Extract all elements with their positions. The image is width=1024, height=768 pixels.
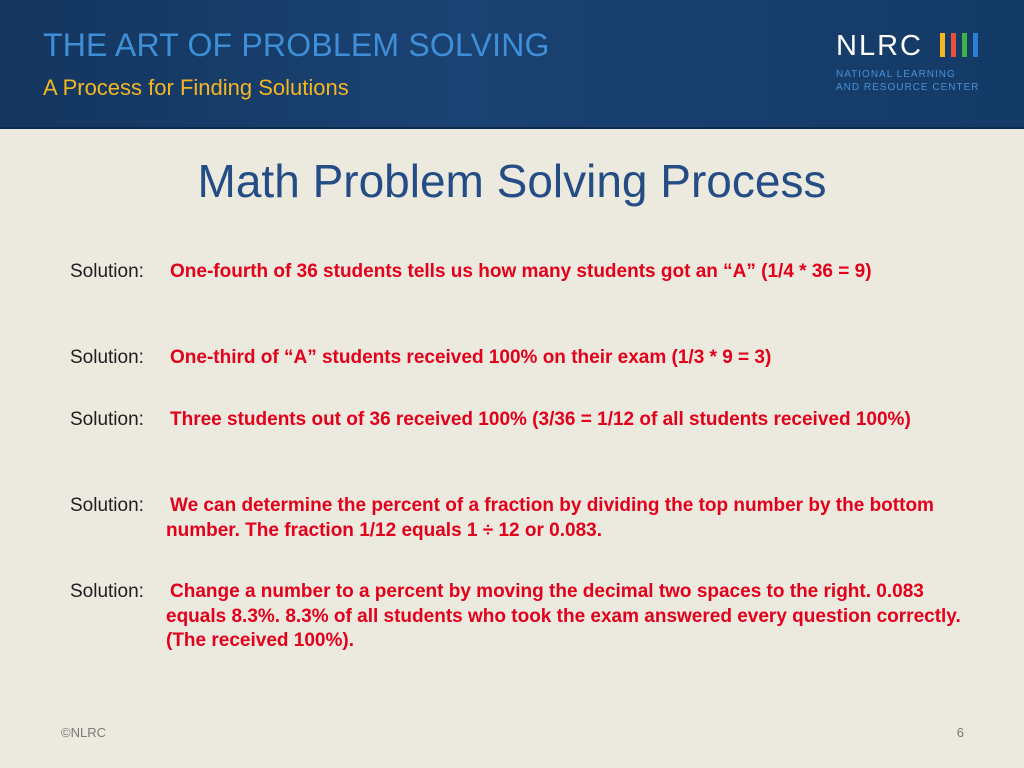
solution-item xyxy=(70,580,975,654)
footer-copyright: ©NLRC xyxy=(61,725,106,740)
solution-label: Solution: xyxy=(70,261,144,282)
solution-text: We can determine the percent of a fraction by dividing the top number by the bottom number. The fraction 1/12 equals 1 ÷ 12 or 0.083. xyxy=(166,495,934,541)
header-banner xyxy=(0,0,1024,129)
solution-item xyxy=(70,260,975,285)
page-number: 6 xyxy=(956,725,964,740)
solution-item xyxy=(70,346,975,371)
solution-text: One-fourth of 36 students tells us how many students got an “A” (1/4 * 36 = 9) xyxy=(170,261,872,282)
logo-bar xyxy=(973,33,978,57)
solution-label: Solution: xyxy=(70,495,144,516)
slide-title: Math Problem Solving Process xyxy=(197,155,827,207)
solution-item xyxy=(70,494,975,543)
logo-tagline-line1: NATIONAL LEARNING xyxy=(836,69,956,80)
solution-item xyxy=(70,408,975,433)
solution-label: Solution: xyxy=(70,347,144,368)
logo-tagline xyxy=(836,68,979,94)
solution-text: One-third of “A” students received 100% on their exam (1/3 * 9 = 3) xyxy=(170,347,772,368)
solution-label: Solution: xyxy=(70,581,144,602)
logo-bar xyxy=(940,33,945,57)
header-title: THE ART OF PROBLEM SOLVING xyxy=(43,27,550,63)
solution-label: Solution: xyxy=(70,409,144,430)
nlrc-logo xyxy=(836,30,986,100)
solution-text: Change a number to a percent by moving the decimal two spaces to the right. 0.083 equals 8.3%. 8.3% of all students who took the exam answered every question correctly. (The received 100%). xyxy=(166,581,961,651)
solution-text: Three students out of 36 received 100% (3/36 = 1/12 of all students received 100%) xyxy=(170,409,911,430)
logo-bar xyxy=(962,33,967,57)
logo-tagline-line2: AND RESOURCE CENTER xyxy=(836,82,980,93)
header-subtitle: A Process for Finding Solutions xyxy=(43,75,349,100)
logo-wordmark: NLRC xyxy=(836,30,923,62)
logo-bar xyxy=(951,33,956,57)
